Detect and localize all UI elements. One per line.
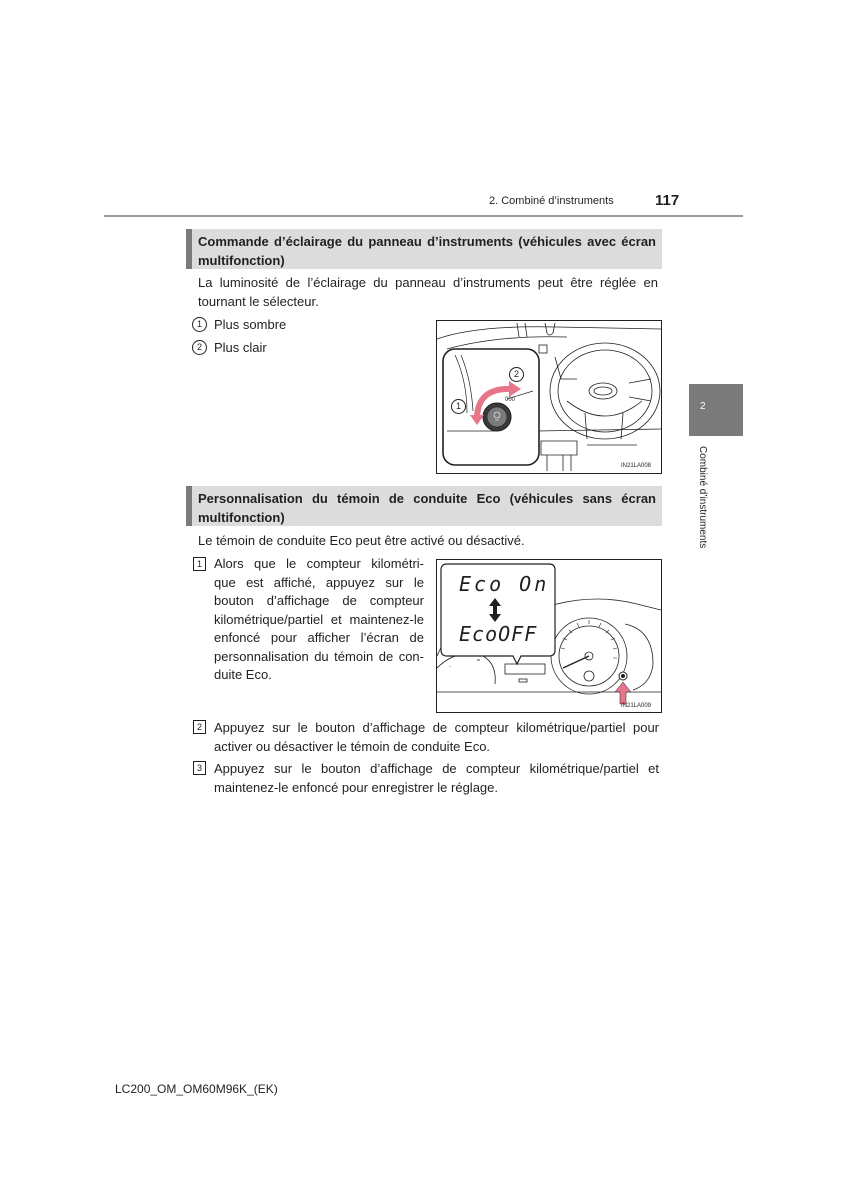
item-label-brighter: Plus clair [214, 340, 267, 355]
dashboard-illustration [437, 321, 661, 473]
svg-text:-: - [449, 664, 451, 670]
step-1-line: Alors que le compteur kilométri- [214, 556, 424, 571]
step-1-line: enfoncé pour afficher l’écran de [214, 630, 424, 645]
chapter-tab-number: 2 [700, 401, 706, 412]
header-rule [104, 215, 743, 217]
step-1-line: bouton d’affichage de compteur [214, 593, 424, 608]
item-label-darker: Plus sombre [214, 317, 287, 332]
step-2-text: Appuyez sur le bouton d’affichage de compteur kilométrique/partiel pour activer ou désactiver le témoin de conduite Eco. [214, 720, 659, 754]
figure-code: IN21LA008 [621, 463, 652, 469]
figure-callout-2: 2 [509, 367, 524, 382]
section-heading-eco-indicator: Personnalisation du témoin de conduite Eco (véhicules sans écran multifonction) [186, 486, 662, 526]
svg-text:=: = [477, 658, 480, 664]
page-number: 117 [655, 192, 680, 209]
figure-callout-1: 1 [451, 399, 466, 414]
step-1-line: personnalisation du témoin de con- [214, 648, 424, 664]
section2-intro: Le témoin de conduite Eco peut être activé ou désactivé. [198, 533, 525, 548]
step-number-3: 3 [193, 761, 206, 775]
step-1-text [214, 555, 424, 685]
step-3-text: Appuyez sur le bouton d’affichage de compteur kilométrique/partiel et maintenez-le enfoncé pour enregistrer le réglage. [214, 761, 659, 795]
chapter-tab [689, 384, 743, 436]
figure-dashboard-dimmer [436, 320, 662, 474]
item-number-2: 2 [192, 340, 207, 355]
figure-code: IN21LA009 [621, 703, 652, 709]
item-number-1: 1 [192, 317, 207, 332]
svg-text:000: 000 [505, 397, 516, 403]
chapter-tab-label: Combiné d’instruments [697, 446, 708, 549]
step-number-1: 1 [193, 557, 206, 571]
figure-eco-display [436, 559, 662, 713]
running-head: 2. Combiné d’instruments [489, 195, 614, 207]
footer-doc-code: LC200_OM_OM60M96K_(EK) [115, 1082, 278, 1096]
section1-intro: La luminosité de l’éclairage du panneau d’instruments peut être réglée en tournant le sélecteur. [198, 275, 658, 309]
step-1-line: que est affiché, appuyez sur le [214, 574, 424, 590]
eco-on-display: Eco On [459, 572, 550, 596]
step-number-2: 2 [193, 720, 206, 734]
section-heading-panel-lighting: Commande d’éclairage du panneau d’instruments (véhicules avec écran multifonction) [186, 229, 662, 269]
step-1-line: duite Eco. [214, 667, 272, 682]
step-1-line: kilométrique/partiel et maintenez-le [214, 611, 424, 627]
eco-off-display: EcoOFF [459, 622, 538, 646]
